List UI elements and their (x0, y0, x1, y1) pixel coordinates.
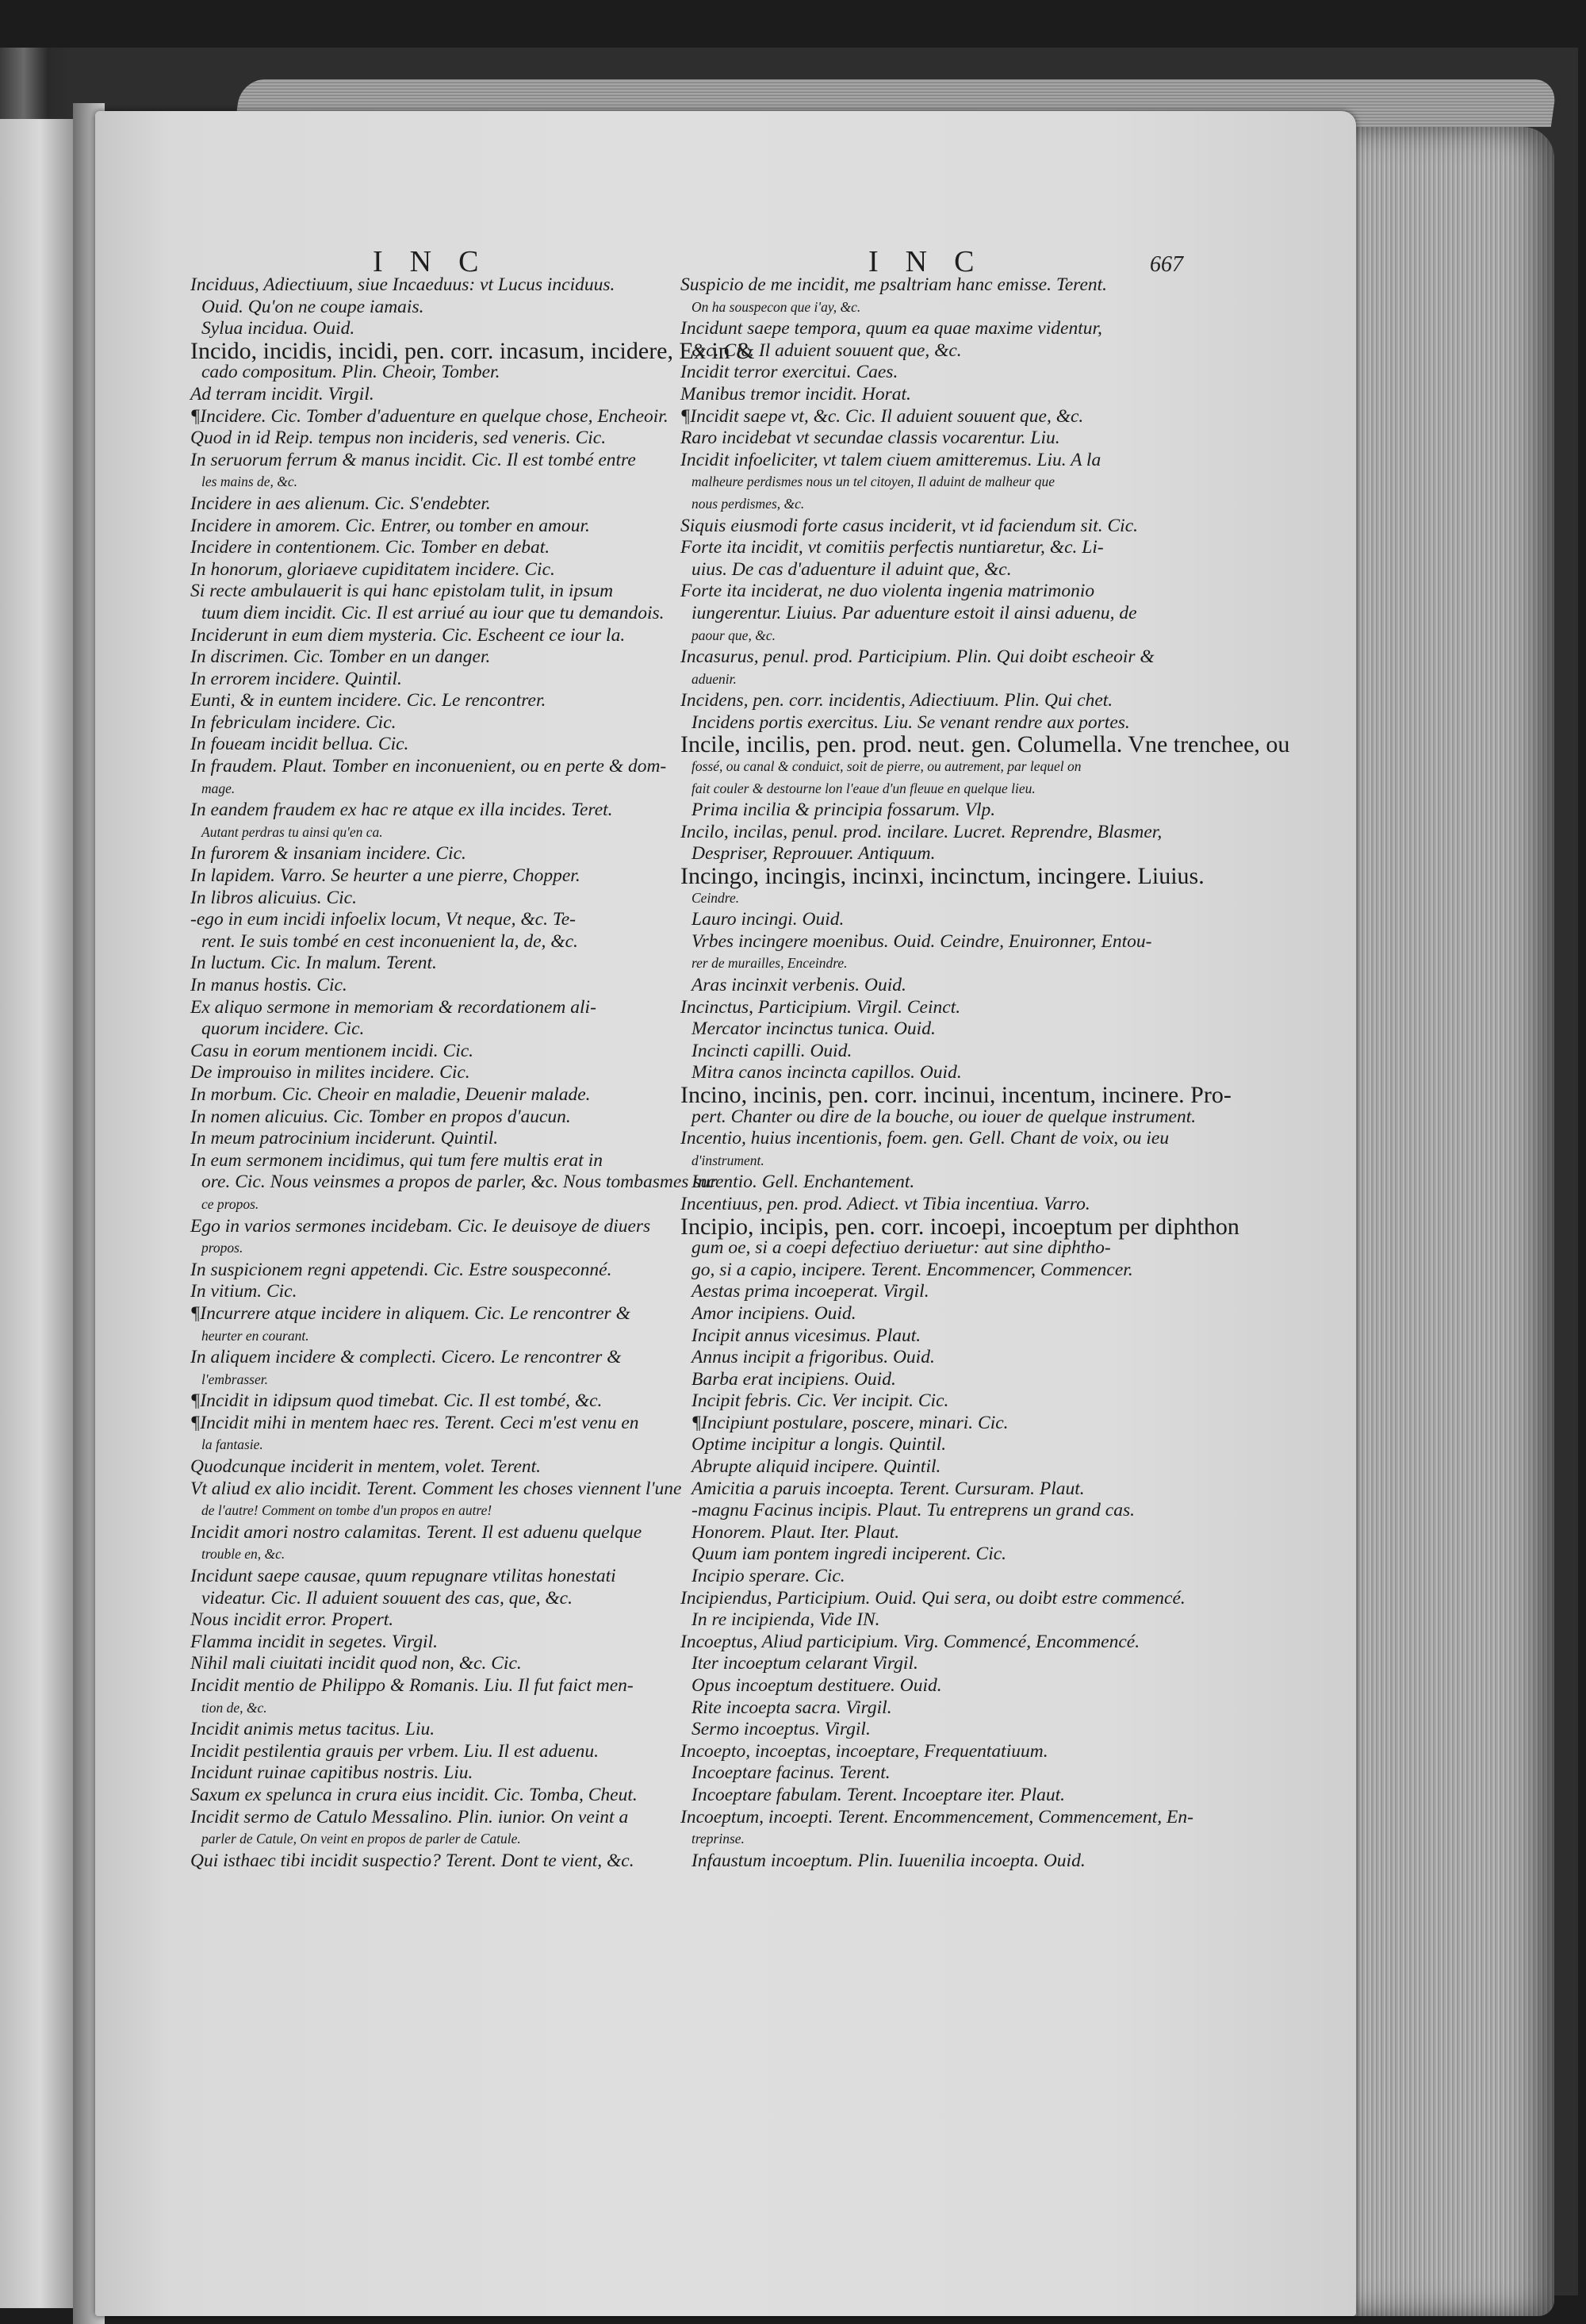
entry-line: Incidit terror exercitui. Caes. (680, 362, 898, 383)
entry-line: Casu in eorum mentionem incidi. Cic. (190, 1040, 474, 1061)
entry-line: cado compositum. Plin. Cheoir, Tomber. (201, 362, 500, 383)
entry-line: Suspicio de me incidit, me psaltriam hanc emisse. Terent. (680, 274, 1108, 295)
entry-line: malheure perdismes nous un tel citoyen, Il aduint de malheur que (691, 474, 1055, 490)
entry-line: Autant perdras tu ainsi qu'en ca. (201, 823, 383, 840)
entry-line: Incentio, huius incentionis, foem. gen. Gell. Chant de voix, ou ieu (680, 1128, 1170, 1149)
entry-line: Infaustum incoeptum. Plin. Iuuenilia incoepta. Ouid. (691, 1850, 1086, 1871)
entry-line: Incidunt ruinae capitibus nostris. Liu. (190, 1762, 473, 1784)
entry-line: fossé, ou canal & conduict, soit de pierre, ou autrement, par lequel on (691, 758, 1082, 775)
entry-line: Quodcunque inciderit in mentem, volet. Terent. (190, 1456, 542, 1478)
entry-line: Incipio sperare. Cic. (691, 1566, 845, 1587)
entry-line: Mitra canos incincta capillos. Ouid. (691, 1062, 962, 1083)
entry-line: Incoeptare facinus. Terent. (691, 1762, 891, 1784)
running-head-right: INC (868, 245, 1002, 278)
entry-line: Annus incipit a frigoribus. Ouid. (691, 1347, 935, 1368)
entry-line: Incidere in contentionem. Cic. Tomber en debat. (190, 537, 550, 558)
entry-line: Sylua incidua. Ouid. (201, 318, 355, 339)
entry-line: -ego in eum incidi infoelix locum, Vt neque, &c. Te- (190, 909, 576, 930)
entry-line: In libros alicuius. Cic. (190, 887, 357, 908)
entry-line: Amicitia a paruis incoepta. Terent. Cursuram. Plaut. (691, 1478, 1085, 1499)
entry-line: In eandem fraudem ex hac re atque ex illa incides. Teret. (190, 800, 613, 821)
entry-line: In suspicionem regni appetendi. Cic. Estre souspeconné. (190, 1259, 612, 1280)
entry-line: Incipit febris. Cic. Ver incipit. Cic. (691, 1390, 949, 1412)
entry-line: Siquis eiusmodi forte casus inciderit, vt id faciendum sit. Cic. (680, 515, 1139, 536)
entry-line: rent. Ie suis tombé en cest inconuenient la, de, &c. (201, 930, 578, 952)
entry-line: Qui isthaec tibi incidit suspectio? Terent. Dont te vient, &c. (190, 1850, 634, 1871)
entry-line: Incipit annus vicesimus. Plaut. (691, 1325, 921, 1346)
entry-line: Barba erat incipiens. Ouid. (691, 1368, 896, 1390)
entry-line: gum oe, si a coepi defectiuo deriuetur: aut sine diphtho- (691, 1237, 1111, 1259)
entry-line: uius. De cas d'aduenture il aduint que, &c. (691, 558, 1012, 580)
entry-line: In foueam incidit bellua. Cic. (190, 734, 409, 755)
entry-line: Incilo, incilas, penul. prod. incilare. Lucret. Reprendre, Blasmer, (680, 821, 1163, 842)
entry-line: Flamma incidit in segetes. Virgil. (190, 1631, 438, 1652)
entry-line: Quod in id Reip. tempus non incideris, sed veneris. Cic. (190, 428, 607, 449)
entry-line: De improuiso in milites incidere. Cic. (190, 1062, 470, 1083)
entry-line: In seruorum ferrum & manus incidit. Cic. Il est tombé entre (190, 449, 636, 470)
entry-line: In manus hostis. Cic. (190, 975, 347, 995)
entry-line: quorum incidere. Cic. (201, 1018, 365, 1040)
entry-line: Incidit infoeliciter, vt talem ciuem amitteremus. Liu. A la (680, 449, 1101, 470)
entry-line: Incinctus, Participium. Virgil. Ceinct. (680, 996, 961, 1018)
entry-line: Eunti, & in euntem incidere. Cic. Le rencontrer. (190, 690, 546, 711)
entry-line: ¶Incurrere atque incidere in aliquem. Cic. Le rencontrer & (190, 1302, 630, 1324)
entry-line: Iter incoeptum celarant Virgil. (691, 1653, 918, 1674)
entry-line: Incentiuus, pen. prod. Adiect. vt Tibia incentiua. Varro. (680, 1193, 1090, 1214)
entry-line: Nihil mali ciuitati incidit quod non, &c. Cic. (190, 1653, 522, 1674)
entry-line: Ego in varios sermones incidebam. Cic. Ie deuisoye de diuers (190, 1215, 651, 1237)
entry-line: Incidere in amorem. Cic. Entrer, ou tomber en amour. (190, 515, 590, 536)
entry-line: Ouid. Qu'on ne coupe iamais. (201, 296, 424, 317)
entry-line: Ad terram incidit. Virgil. (190, 383, 374, 405)
entry-line: Incile, incilis, pen. prod. neut. gen. Columella. Vne trenchee, ou (680, 731, 1290, 758)
entry-line: In nomen alicuius. Cic. Tomber en propos d'aucun. (190, 1106, 571, 1127)
entry-line: In eum sermonem incidimus, qui tum fere multis erat in (190, 1149, 603, 1171)
entry-line: In luctum. Cic. In malum. Terent. (190, 953, 437, 974)
entry-line: In errorem incidere. Quintil. (190, 668, 402, 689)
entry-line: Aras incinxit verbenis. Ouid. (691, 975, 906, 995)
entry-line: les mains de, &c. (201, 474, 298, 490)
entry-line: d'instrument. (691, 1152, 764, 1168)
entry-line: Incidit animis metus tacitus. Liu. (190, 1719, 435, 1740)
entry-line: In lapidem. Varro. Se heurter a une pierre, Chopper. (190, 865, 580, 887)
entry-line: Incentio. Gell. Enchantement. (691, 1172, 915, 1193)
entry-line: Incidunt saepe tempora, quum ea quae maxime videntur, (680, 318, 1102, 339)
entry-line: In febriculam incidere. Cic. (190, 711, 396, 733)
entry-line: Opus incoeptum destituere. Ouid. (691, 1675, 942, 1696)
entry-line: Ceindre. (691, 889, 740, 906)
entry-line: Despriser, Reprouuer. Antiquum. (691, 843, 936, 865)
entry-line: Incingo, incingis, incinxi, incinctum, incingere. Liuius. (680, 863, 1205, 890)
entry-line: Forte ita incidit, vt comitiis perfectis nuntiaretur, &c. Li- (680, 537, 1104, 558)
entry-line: Ex aliquo sermone in memoriam & recordationem ali- (190, 996, 596, 1018)
entry-line: Incidit mentio de Philippo & Romanis. Liu. Il fut faict men- (190, 1675, 634, 1696)
running-head-left: INC (373, 245, 506, 278)
entry-line: mage. (201, 780, 236, 796)
entry-line: Nous incidit error. Propert. (190, 1609, 394, 1631)
entry-line: l'embrasser. (201, 1371, 268, 1387)
entry-line: Mercator incinctus tunica. Ouid. (691, 1018, 936, 1040)
entry-line: treprinse. (691, 1831, 745, 1847)
entry-line: Incidunt saepe causae, quum repugnare vtilitas honestati (190, 1566, 616, 1587)
entry-line: In morbum. Cic. Cheoir en maladie, Deuenir malade. (190, 1083, 591, 1105)
entry-line: In vitium. Cic. (190, 1281, 297, 1302)
entry-line: de l'autre! Comment on tombe d'un propos en autre! (201, 1502, 492, 1519)
entry-line: propos. (201, 1240, 243, 1256)
entry-line: Manibus tremor incidit. Horat. (680, 383, 911, 405)
entry-line: On ha souspecon que i'ay, &c. (691, 298, 861, 315)
entry-line: Incidit sermo de Catulo Messalino. Plin. iunior. On veint a (190, 1806, 629, 1827)
entry-line: trouble en, &c. (201, 1546, 285, 1563)
entry-line: Incidere in aes alienum. Cic. S'endebter. (190, 493, 491, 514)
entry-line: Forte ita inciderat, ne duo violenta ingenia matrimonio (680, 581, 1095, 602)
entry-line: ¶Incipiunt postulare, poscere, minari. Cic. (691, 1412, 1009, 1433)
entry-line: ¶Incidit saepe vt, &c. Cic. Il aduient souuent que, &c. (680, 405, 1084, 427)
entry-line: Incipiendus, Participium. Ouid. Qui sera, ou doibt estre commencé. (680, 1587, 1186, 1609)
entry-line: In aliquem incidere & complecti. Cicero. Le rencontrer & (190, 1347, 622, 1368)
entry-line: Incoeptare fabulam. Terent. Incoeptare iter. Plaut. (691, 1784, 1066, 1805)
entry-line: ¶Incidit mihi in mentem haec res. Terent. Ceci m'est venu en (190, 1412, 639, 1433)
entry-line: Incoepto, incoeptas, incoeptare, Frequentatiuum. (680, 1740, 1048, 1762)
entry-line: aduenir. (691, 670, 737, 687)
entry-line: Abrupte aliquid incipere. Quintil. (691, 1456, 941, 1478)
entry-line: Saxum ex spelunca in crura eius incidit. Cic. Tomba, Cheut. (190, 1784, 638, 1805)
entry-line: pert. Chanter ou dire de la bouche, ou iouer de quelque instrument. (691, 1106, 1197, 1127)
entry-line: Incido, incidis, incidi, pen. corr. incasum, incidere, Ex in & (190, 337, 755, 364)
entry-line: Vt aliud ex alio incidit. Terent. Comment les choses viennent l'une (190, 1478, 682, 1499)
right-column (680, 274, 1290, 1872)
entry-line: In re incipienda, Vide IN. (691, 1609, 880, 1631)
entry-line: In meum patrocinium inciderunt. Quintil. (190, 1128, 499, 1149)
entry-line: In honorum, gloriaeve cupiditatem incidere. Cic. (190, 558, 555, 580)
entry-line: Incidit amori nostro calamitas. Terent. Il est aduenu quelque (190, 1521, 642, 1543)
entry-line: Incipio, incipis, pen. corr. incoepi, incoeptum per diphthon (680, 1213, 1239, 1240)
entry-line: parler de Catule, On veint en propos de parler de Catule. (201, 1831, 521, 1847)
entry-line: In fraudem. Plaut. Tomber en inconuenient, ou en perte & dom- (190, 756, 667, 777)
entry-line: iungerentur. Liuius. Par aduenture estoit il ainsi aduenu, de (691, 602, 1137, 623)
entry-line: Prima incilia & principia fossarum. Vlp. (691, 800, 996, 821)
entry-line: Si recte ambulauerit is qui hanc epistolam tulit, in ipsum (190, 581, 614, 602)
entry-line: Incino, incinis, pen. corr. incinui, incentum, incinere. Pro- (680, 1081, 1232, 1108)
entry-line: Quum iam pontem ingredi inciperent. Cic. (691, 1544, 1007, 1565)
entry-line: Vrbes incingere moenibus. Ouid. Ceindre, Enuironner, Entou- (691, 930, 1152, 952)
entry-line: -magnu Facinus incipis. Plaut. Tu entreprens un grand cas. (691, 1500, 1135, 1521)
entry-line: Incoeptum, incoepti. Terent. Encommencement, Commencement, En- (680, 1806, 1193, 1827)
entry-line: la fantasie. (201, 1436, 263, 1453)
entry-line: Raro incidebat vt secundae classis vocarentur. Liu. (680, 428, 1060, 449)
entry-line: nous perdismes, &c. (691, 495, 805, 512)
entry-line: Incidens portis exercitus. Liu. Se venant rendre aux portes. (691, 711, 1130, 733)
facing-page-edge (0, 119, 75, 2308)
entry-line: ore. Cic. Nous veinsmes a propos de parler, &c. Nous tombasmes sur (201, 1172, 718, 1193)
entry-line: &c. Cic. Il aduient souuent que, &c. (691, 339, 962, 361)
page-edges-right (1340, 127, 1554, 2316)
entry-line: rer de murailles, Enceindre. (691, 955, 848, 972)
entry-line: In discrimen. Cic. Tomber en un danger. (190, 646, 491, 668)
entry-line: Incoeptus, Aliud participium. Virg. Commencé, Encommencé. (680, 1631, 1140, 1652)
entry-line: Incidens, pen. corr. incidentis, Adiectiuum. Plin. Qui chet. (680, 690, 1113, 711)
entry-line: Inciduus, Adiectiuum, siue Incaeduus: vt Lucus inciduus. (190, 274, 615, 295)
entry-line: Honorem. Plaut. Iter. Plaut. (691, 1521, 900, 1543)
entry-line: heurter en courant. (201, 1327, 309, 1344)
entry-line: Inciderunt in eum diem mysteria. Cic. Escheent ce iour la. (190, 624, 626, 646)
entry-line: Aestas prima incoeperat. Virgil. (691, 1281, 929, 1302)
entry-line: Incasurus, penul. prod. Participium. Plin. Qui doibt escheoir & (680, 646, 1155, 668)
entry-line: Incidit pestilentia grauis per vrbem. Liu. Il est aduenu. (190, 1740, 599, 1762)
page-number: 667 (1150, 252, 1183, 277)
entry-line: ¶Incidit in idipsum quod timebat. Cic. Il est tombé, &c. (190, 1390, 603, 1412)
entry-line: paour que, &c. (691, 627, 776, 643)
entry-line: go, si a capio, incipere. Terent. Encommencer, Commencer. (691, 1259, 1133, 1280)
entry-line: Sermo incoeptus. Virgil. (691, 1719, 871, 1740)
entry-line: fait couler & destourne lon l'eaue d'un fleuue en quelque lieu. (691, 780, 1036, 796)
entry-line: Amor incipiens. Ouid. (691, 1302, 856, 1324)
entry-line: tuum diem incidit. Cic. Il est arriué au iour que tu demandois. (201, 602, 665, 623)
entry-line: Lauro incingi. Ouid. (691, 909, 845, 930)
entry-line: ce propos. (201, 1195, 259, 1212)
entry-line: videatur. Cic. Il aduient souuent des cas, que, &c. (201, 1587, 573, 1609)
entry-line: Incincti capilli. Ouid. (691, 1040, 852, 1061)
entry-line: Optime incipitur a longis. Quintil. (691, 1434, 947, 1455)
entry-line: tion de, &c. (201, 1699, 267, 1716)
entry-line: ¶Incidere. Cic. Tomber d'aduenture en quelque chose, Encheoir. (190, 405, 668, 427)
entry-line: In furorem & insaniam incidere. Cic. (190, 843, 466, 865)
entry-line: Rite incoepta sacra. Virgil. (691, 1697, 892, 1718)
